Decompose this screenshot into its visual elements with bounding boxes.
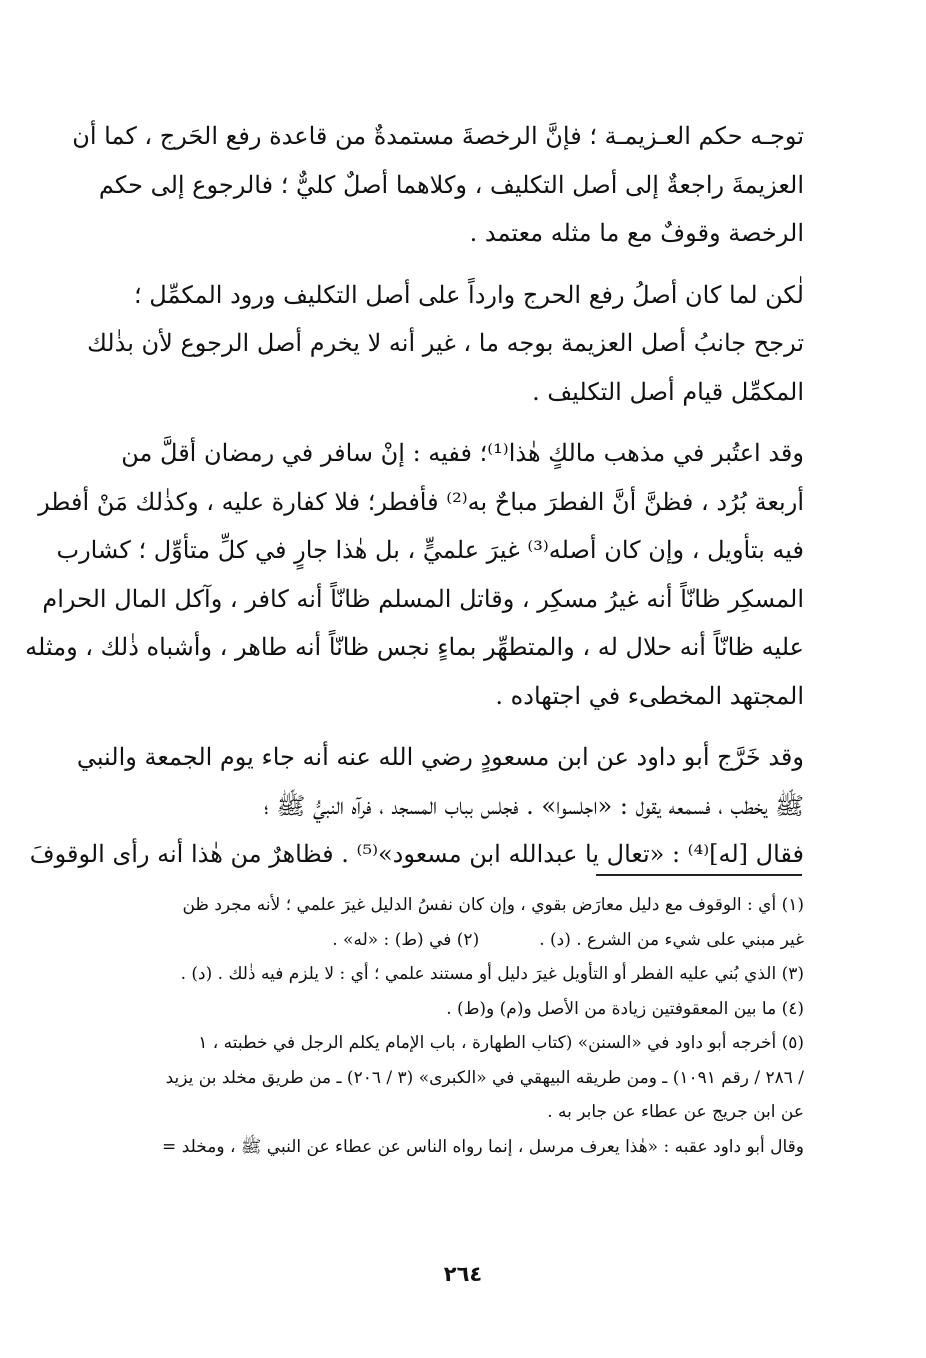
text-line: توجـه حكم العـزيمـة ؛ فإنَّ الرخصةَ مستمدةٌ من قاعدة رفع الحَرج ، كما أن: [72, 122, 804, 150]
footnote-3: [84, 957, 804, 992]
text-line: وقد اعتُبر في مذهب مالكٍ هٰذا⁽¹⁾؛ ففيه : إنْ سافر في رمضان أقلَّ من: [121, 439, 804, 467]
footnote-line: (١) أي : الوقوف مع دليل معارَض بقوي ، وإن كان نفسُ الدليل غيرَ علمي ؛ لأنه مجرد ظن: [182, 895, 804, 915]
text-line: فيه بتأويل ، وإن كان أصله⁽³⁾ غيرَ علميٍّ ، بل هٰذا جارٍ في كلِّ متأوِّل ؛ كشارب: [56, 536, 804, 564]
text-line: فقال [له]⁽⁴⁾ : «تعال يا عبدالله ابن مسعود»⁽⁵⁾ . فظاهرٌ من هٰذا أنه رأى الوقوفَ: [29, 840, 804, 868]
footnote-separator: [596, 874, 802, 876]
main-text: [25, 112, 804, 892]
paragraph-2: [84, 271, 804, 417]
text-line: المجتهد المخطىء في اجتهاده .: [495, 681, 804, 710]
text-line: وقد خَرَّج أبو داود عن ابن مسعودٍ رضي الله عنه أنه جاء يوم الجمعة والنبي: [76, 743, 804, 771]
text-line: ﷺ يخطب ، فسمعه يقول : «اجلسوا» . فجلس بباب المسجد ، فرآه النبيُّ ﷺ ؛: [263, 791, 804, 820]
footnote-line: وقال أبو داود عقبه : «هٰذا يعرف مرسل ، إنما رواه الناس عن عطاء عن النبي ﷺ ، ومخلد =: [162, 1136, 804, 1157]
footnote-line: عن ابن جريج عن عطاء عن جابر به .: [547, 1102, 804, 1122]
footnote-line: [84, 923, 804, 958]
paragraph-3: [25, 429, 804, 720]
text-line: عليه ظانّاً أنه حلال له ، والمتطهِّر بماءٍ نجس ظانّاً أنه طاهر ، وأشباه ذٰلك ، ومثله: [25, 633, 804, 661]
footnote-1: [84, 888, 804, 957]
footnote-continued: [84, 1130, 804, 1165]
footnote-2: (٢) في (ط) : «له» .: [332, 929, 480, 950]
paragraph-4: [29, 733, 804, 879]
page-number: ٢٦٤: [443, 1262, 483, 1286]
text-line: ترجح جانبُ أصل العزيمة بوجه ما ، غير أنه لا يخرم أصل الرجوع لأن بذٰلك: [87, 329, 804, 357]
text-line: المسكِر ظانّاً أنه غيرُ مسكِر ، وقاتل المسلم ظانّاً أنه كافر ، وآكل المال الحرام: [42, 584, 804, 613]
footnote-4: [84, 992, 804, 1027]
text-line: العزيمةَ راجعةٌ إلى أصل التكليف ، وكلاهما أصلٌ كليٌّ ؛ فالرجوع إلى حكم: [98, 170, 804, 199]
text-line: لٰكن لما كان أصلُ رفع الحرج وارداً على أصل التكليف ورود المكمِّل ؛: [134, 280, 804, 309]
text-line: الرخصة وقوفٌ مع ما مثله معتمد .: [469, 219, 804, 247]
footnote-line: (٣) الذي بُني عليه الفطر أو التأويل غيرَ دليل أو مستند علمي ؛ أي : لا يلزم فيه ذٰلك . (د) .: [180, 964, 804, 984]
footnote-line: (٤) ما بين المعقوفتين زيادة من الأصل و(م) و(ط) .: [446, 998, 804, 1019]
footnotes: [84, 888, 804, 1164]
footnote-line: (٥) أخرجه أبو داود في «السنن» (كتاب الطهارة ، باب الإمام يكلم الرجل في خطبته ، ١: [198, 1033, 804, 1053]
footnote-5: [84, 1026, 804, 1130]
text-line: أربعة بُرُد ، فظنَّ أنَّ الفطرَ مباحٌ به⁽²⁾ فأفطر؛ فلا كفارة عليه ، وكذٰلك مَنْ أفطر: [38, 487, 804, 516]
text-line: المكمِّل قيام أصل التكليف .: [532, 377, 804, 406]
footnote-line: / ٢٨٦ / رقم ١٠٩١) ـ ومن طريقه البيهقي في «الكبرى» (٣ / ٢٠٦) ـ من طريق مخلد بن يزيد: [165, 1067, 804, 1088]
footnote-1-end: غير مبني على شيء من الشرع . (د) .: [539, 929, 804, 950]
paragraph-1: [72, 112, 804, 258]
